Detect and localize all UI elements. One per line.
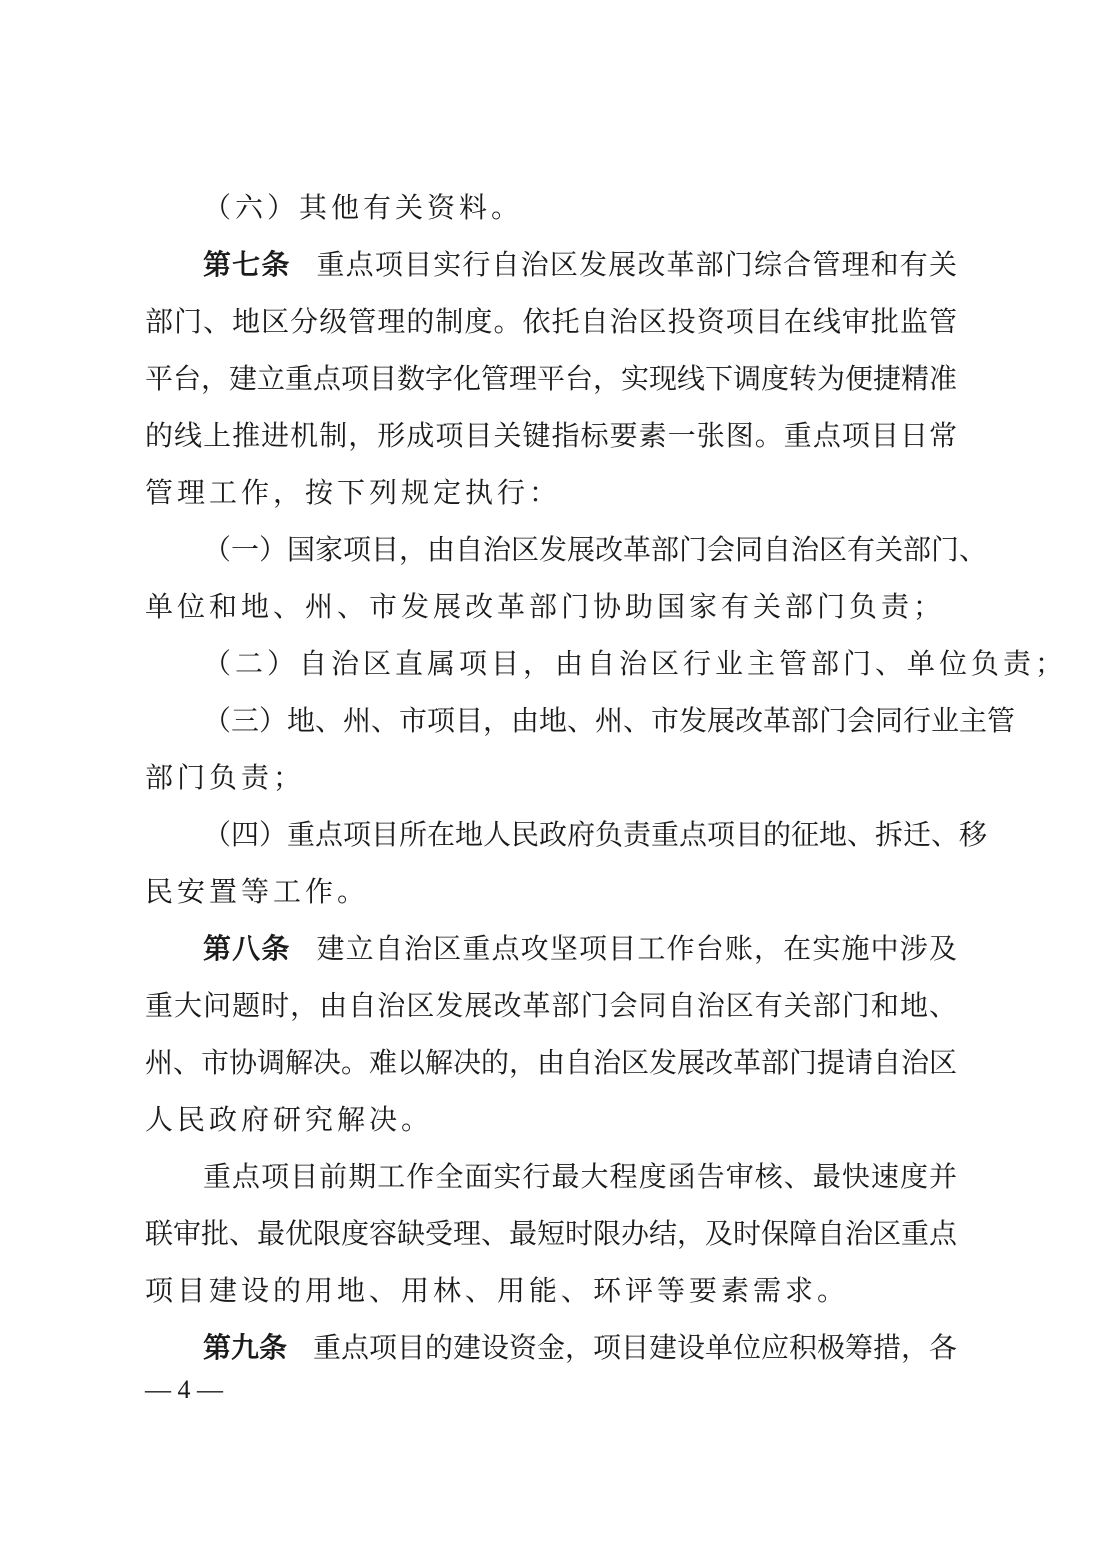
article-8-heading: 第八条 bbox=[203, 932, 291, 965]
article-8-line-2: 重大问题时，由自治区发展改革部门会同自治区有关部门和地、 bbox=[145, 989, 957, 1022]
item-3-line-1: （三）地、州、市项目，由地、州、市发展改革部门会同行业主管 bbox=[203, 704, 1016, 737]
article-7-line-2: 部门、地区分级管理的制度。依托自治区投资项目在线审批监管 bbox=[145, 305, 957, 338]
article-7-line-1 bbox=[203, 245, 957, 285]
prework-line-1: 重点项目前期工作全面实行最大程度函告审核、最快速度并 bbox=[203, 1160, 957, 1193]
item-4-line-1: （四）重点项目所在地人民政府负责重点项目的征地、拆迁、移 bbox=[203, 818, 988, 851]
prework-line-2: 联审批、最优限度容缺受理、最短时限办结，及时保障自治区重点 bbox=[145, 1217, 958, 1250]
page-number: — 4 — bbox=[145, 1375, 223, 1404]
article-7-line-4: 的线上推进机制，形成项目关键指标要素一张图。重点项目日常 bbox=[145, 419, 957, 452]
item-1-line-2: 单位和地、州、市发展改革部门协助国家有关部门负责； bbox=[145, 590, 946, 623]
article-9-heading: 第九条 bbox=[203, 1331, 288, 1364]
article-7-text-1: 重点项目实行自治区发展改革部门综合管理和有关 bbox=[316, 248, 957, 281]
article-7-heading: 第七条 bbox=[203, 248, 291, 281]
item-6-line-1: （六）其他有关资料。 bbox=[203, 191, 524, 224]
article-9-text-1: 重点项目的建设资金，项目建设单位应积极筹措，各 bbox=[313, 1331, 958, 1364]
item-1-line-1: （一）国家项目，由自治区发展改革部门会同自治区有关部门、 bbox=[203, 533, 988, 566]
article-8-line-1 bbox=[203, 929, 957, 969]
article-7-line-5: 管理工作，按下列规定执行： bbox=[145, 476, 562, 509]
article-8-line-4: 人民政府研究解决。 bbox=[145, 1103, 434, 1136]
item-3-line-2: 部门负责； bbox=[145, 761, 306, 794]
item-4-line-2: 民安置等工作。 bbox=[145, 875, 370, 908]
prework-line-3: 项目建设的用地、用林、用能、环评等要素需求。 bbox=[145, 1274, 850, 1307]
article-8-text-1: 建立自治区重点攻坚项目工作台账，在实施中涉及 bbox=[316, 932, 957, 965]
article-9-line-1 bbox=[203, 1328, 957, 1368]
article-7-line-3: 平台，建立重点项目数字化管理平台，实现线下调度转为便捷精准 bbox=[145, 362, 958, 395]
article-8-line-3: 州、市协调解决。难以解决的，由自治区发展改革部门提请自治区 bbox=[145, 1046, 958, 1079]
item-2-line-1: （二）自治区直属项目，由自治区行业主管部门、单位负责； bbox=[203, 647, 1068, 680]
